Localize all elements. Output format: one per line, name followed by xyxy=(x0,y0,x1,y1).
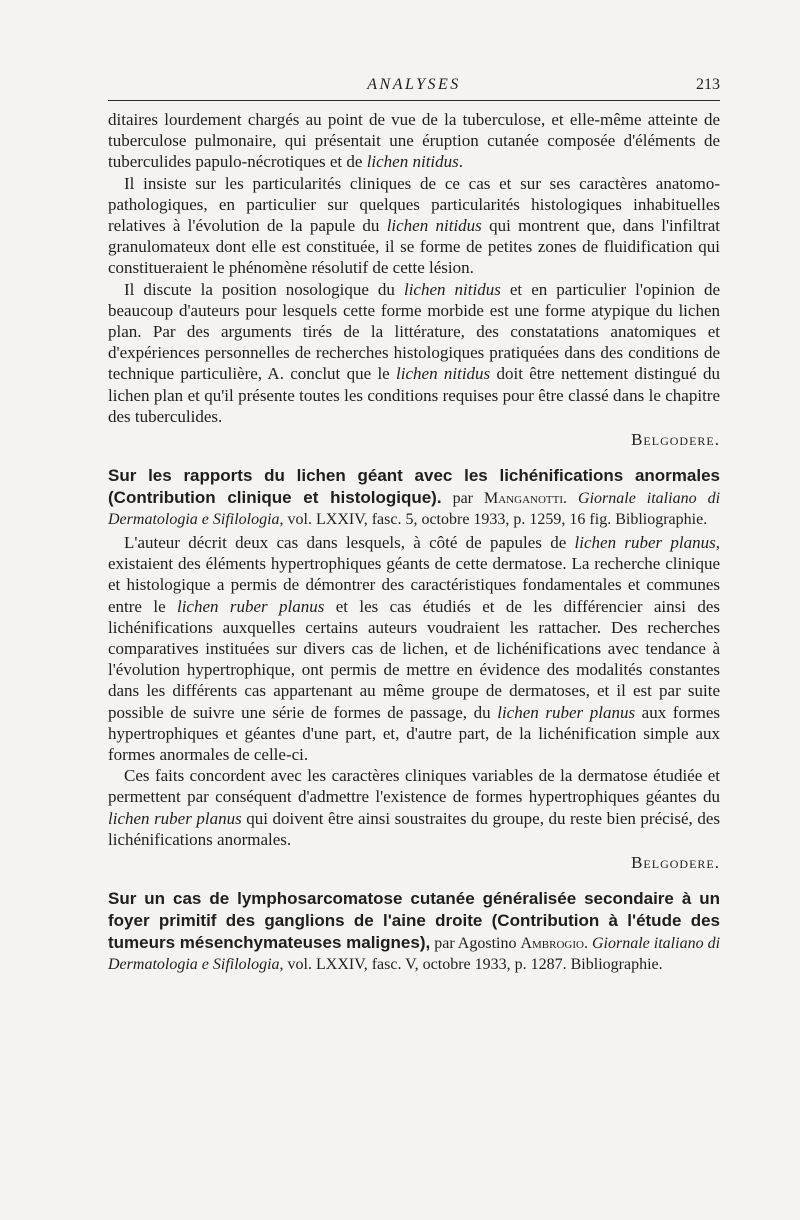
intro-paragraph-3: Il discute la position nosologique du lichen nitidus et en particulier l'opinion de beaucoup d'auteurs pour lesquels cette forme morbide est une forme atypique du lichen plan. Par des arguments tirés de la littérature, des constatations anatomiques et d'expériences personnelles de recherches histologiques pratiquées dans des conditions de technique particulière, A. conclut que le lichen nitidus doit être nettement distingué du lichen plan et qu'il présente toutes les conditions requises pour être classé dans le chapitre des tuberculides. xyxy=(108,279,721,426)
article-heading: Sur un cas de lymphosarcomatose cutanée généralisée secondaire à un foyer primitif des ganglions de l'aine droite (Contribution à l'étude des tumeurs mésenchymateuses malignes), par Agostino Ambrogio. Giornale italiano di Dermatologia e Sifilologia, vol. LXXIV, fasc. V, octobre 1933, p. 1287. Bibliographie. xyxy=(108,889,721,974)
journal-name: Giornale italiano di Dermatologia e Sifilologia xyxy=(108,935,721,974)
article1-paragraph-2: Ces faits concordent avec les caractères cliniques variables de la dermatose étudiée et permettent par conséquent d'admettre l'existence de formes hypertrophiques géantes du lichen ruber planus qui doivent être ainsi soustraites du groupe, du reste bien précisé, des lichénifications anormales. xyxy=(108,766,720,849)
signature: Belgodere. xyxy=(631,430,720,450)
intro-paragraph-2: Il insiste sur les particularités cliniques de ce cas et sur ses caractères anatomo-pathologiques, en particulier sur quelques particularités histologiques inhabituelles relatives à l'évolution de la papule du lichen nitidus qui montrent que, dans l'infiltrat granulomateux dont elle est constituée, il se forme de petites zones de fluidification qui constitueraient le phénomène résolutif de cette lésion. xyxy=(108,173,720,278)
article-heading: Sur les rapports du lichen géant avec les lichénifications anormales (Contribution clinique et histologique). par Manganotti. Giornale italiano di Dermatologia e Sifilologia, vol. LXXIV, fasc. 5, octobre 1933, p. 1259, 16 fig. Bibliographie. xyxy=(108,466,721,529)
citation-details: , vol. LXXIV, fasc. 5, octobre 1933, p. 1259, 16 fig. Bibliographie. xyxy=(279,511,708,529)
running-head: ANALYSES xyxy=(367,76,461,93)
article-author: Ambrogio xyxy=(520,935,584,953)
article-title: Sur un cas de lymphosarcomatose cutanée généralisée secondaire à un foyer primitif des ganglions de l'aine droite (Contribution à l'étude des tumeurs mésenchymateuses malignes), xyxy=(108,889,720,953)
citation-details: , vol. LXXIV, fasc. V, octobre 1933, p. 1287. Bibliographie. xyxy=(279,956,663,974)
intro-paragraph-1: ditaires lourdement chargés au point de vue de la tuberculose, et elle-même atteinte de tuberculose pulmonaire, qui présentait une éruption cutanée composée d'éléments de tuberculides papulo-nécrotiques et de lichen nitidus. xyxy=(108,110,720,172)
page-number: 213 xyxy=(696,76,720,93)
article-author: Manganotti xyxy=(484,490,564,508)
signature: Belgodere. xyxy=(631,853,720,873)
article1-paragraph-1: L'auteur décrit deux cas dans lesquels, à côté de papules de lichen ruber planus, existaient des éléments hypertrophiques géants de cette dermatose. La recherche clinique et histologique a permis de démontrer des caractéristiques fondamentales et communes entre le lichen ruber planus et les cas étudiés et de les différencier ainsi des lichénifications auxquelles certains auteurs voudraient les rattacher. Des recherches comparatives instituées sur divers cas de lichen, et de lichénifications avec tendance à l'évolution hypertrophique, ont permis de mettre en évidence des modalités constantes dans les différents cas appartenant au même groupe de dermatoses, et il est par suite possible de suivre une série de formes de passage, du lichen ruber planus aux formes hypertrophiques et géantes d'une part, et, d'autre part, de la lichénification simple aux formes anormales de celle-ci. xyxy=(108,533,720,765)
header-rule xyxy=(108,100,720,101)
article-title: Sur les rapports du lichen géant avec les lichénifications anormales (Contribution clinique et histologique). xyxy=(108,466,720,508)
journal-name: Giornale italiano di Dermatologia e Sifilologia xyxy=(108,490,721,529)
document-page xyxy=(108,70,720,977)
page-header xyxy=(108,70,720,98)
